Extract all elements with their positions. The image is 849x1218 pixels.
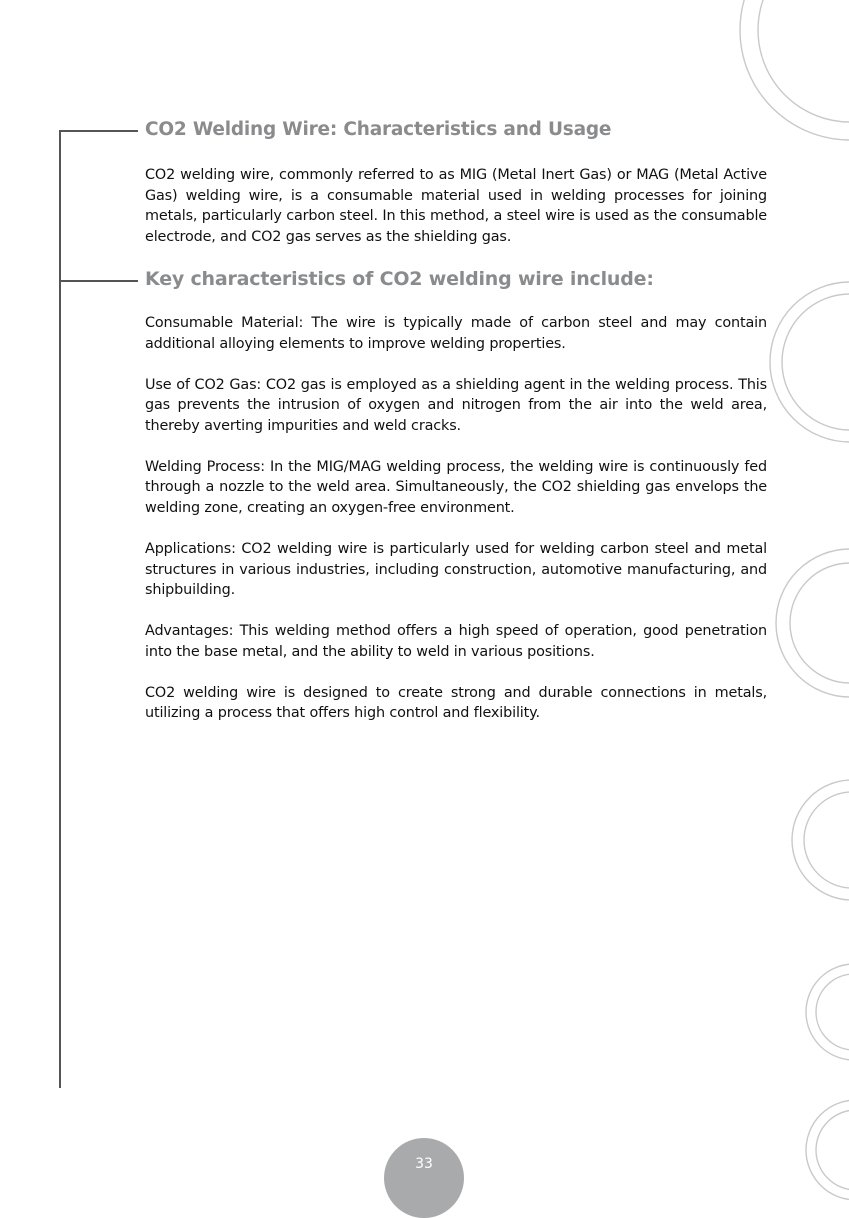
page-number-badge [384, 1138, 464, 1218]
characteristic-welding-process: Welding Process: In the MIG/MAG welding process, the welding wire is continuously fed through a nozzle to the weld area. Simultaneously, the CO2 shielding gas envelops the welding zone, creating an oxygen-free environment. [145, 458, 767, 516]
intro-paragraph: CO2 welding wire, commonly referred to as MIG (Metal Inert Gas) or MAG (Metal Active Gas) welding wire, is a consumable material used in welding processes for joining metals, particularly carbon steel. In this method, a steel wire is used as the consumable electrode, and CO2 gas serves as the shielding gas. [145, 167, 767, 245]
ring-ornament-bottom [806, 1100, 849, 1200]
margin-bracket [59, 131, 138, 1088]
characteristics-section [145, 313, 767, 724]
ring-ornament-upper [770, 282, 849, 442]
characteristic-applications: Applications: CO2 welding wire is particularly used for welding carbon steel and metal structures in various industries, including construction, automotive manufacturing, and shipbuilding. [145, 540, 767, 599]
intro-section [145, 165, 767, 247]
closing-paragraph: CO2 welding wire is designed to create strong and durable connections in metals, utilizing a process that offers high control and flexibility. [145, 684, 767, 722]
characteristic-co2-gas: Use of CO2 Gas: CO2 gas is employed as a shielding agent in the welding process. This gas prevents the intrusion of oxygen and nitrogen from the air into the weld area, thereby averting impurities and weld cracks. [145, 376, 767, 434]
ring-ornament-top [740, 0, 849, 140]
characteristic-consumable-material: Consumable Material: The wire is typically made of carbon steel and may contain additional alloying elements to improve welding properties. [145, 315, 767, 352]
page-title: CO2 Welding Wire: Characteristics and Usage [145, 119, 612, 140]
characteristic-advantages: Advantages: This welding method offers a high speed of operation, good penetration into the base metal, and the ability to weld in various positions. [145, 623, 767, 660]
ring-ornament-middle [776, 549, 849, 697]
ring-ornament-lower [792, 780, 849, 900]
page-number: 33 [415, 1156, 433, 1172]
ring-ornament-low [806, 964, 849, 1060]
section-heading-key-characteristics: Key characteristics of CO2 welding wire include: [145, 268, 654, 290]
